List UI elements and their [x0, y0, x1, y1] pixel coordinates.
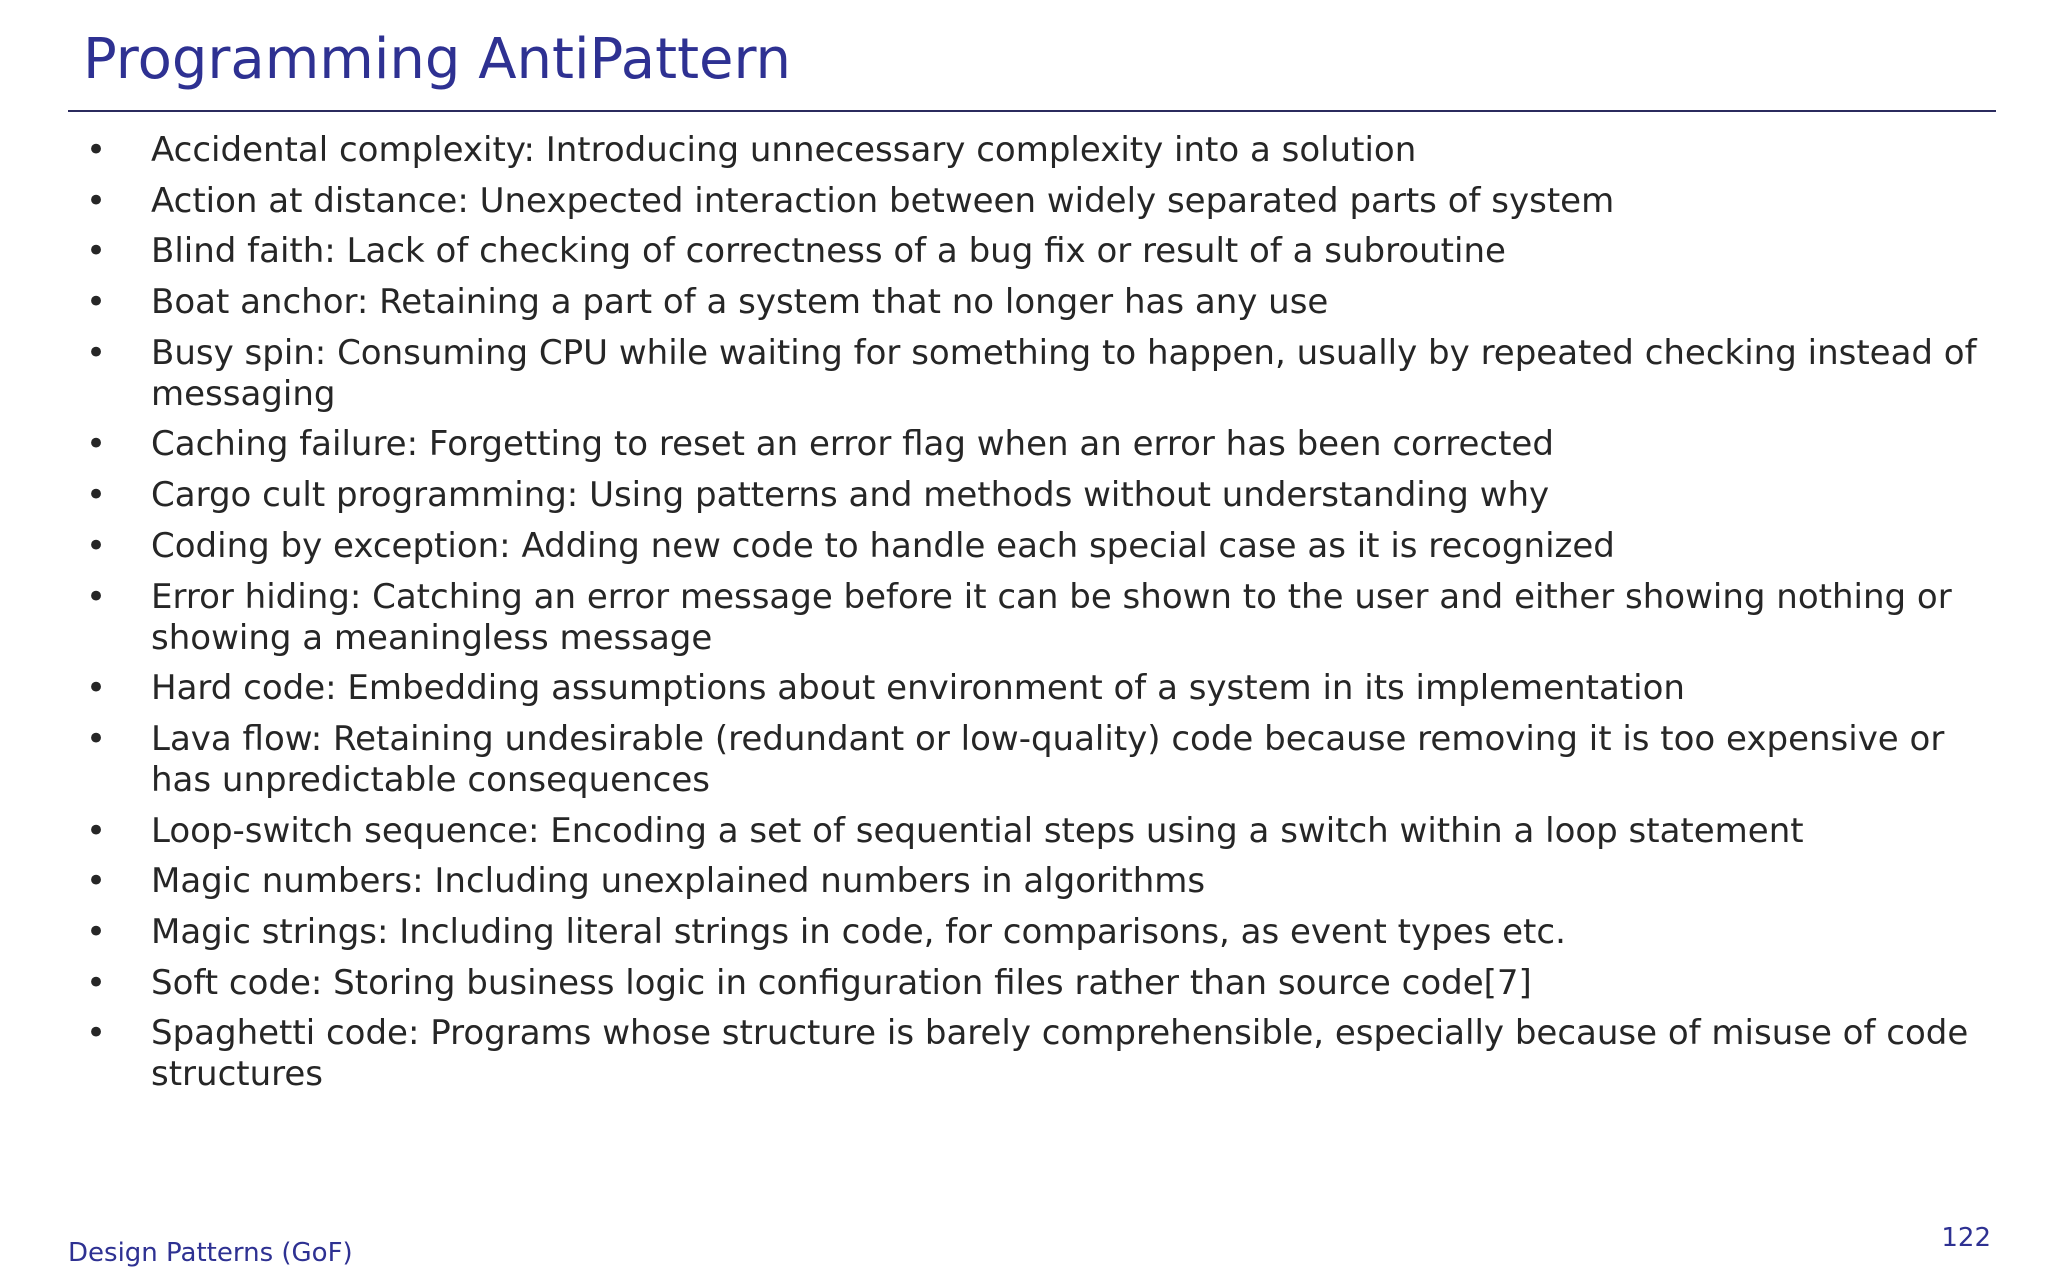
bullet-icon: • — [86, 282, 107, 323]
list-item-text: Accidental complexity: Introducing unnecessary complexity into a solution — [151, 130, 1417, 170]
list-item — [80, 719, 1980, 801]
bullet-icon: • — [86, 180, 107, 221]
list-item-text: Caching failure: Forgetting to reset an error flag when an error has been corrected — [151, 424, 1554, 465]
title-divider — [68, 110, 1996, 112]
list-item-text: Action at distance: Unexpected interaction between widely separated parts of system — [151, 180, 1615, 221]
bullet-icon: • — [86, 332, 107, 373]
list-item — [80, 963, 1980, 1004]
list-item-text: Magic numbers: Including unexplained numbers in algorithms — [151, 861, 1206, 902]
list-item — [80, 577, 1980, 659]
bullet-icon: • — [86, 576, 107, 617]
bullet-icon: • — [86, 718, 107, 759]
list-item — [80, 130, 1980, 171]
page-number: 122 — [1941, 1223, 1991, 1253]
list-item — [80, 181, 1980, 222]
bullet-icon: • — [86, 525, 107, 566]
list-item — [80, 526, 1980, 567]
list-item-text: Loop-switch sequence: Encoding a set of sequential steps using a switch within a loop statement — [151, 810, 1804, 851]
list-item — [80, 424, 1980, 465]
list-item — [80, 912, 1980, 953]
list-item — [80, 861, 1980, 902]
list-item-text: Hard code: Embedding assumptions about environment of a system in its implementation — [151, 668, 1685, 709]
list-item-text: Boat anchor: Retaining a part of a system that no longer has any use — [151, 282, 1329, 323]
footer-course-title: Design Patterns (GoF) — [68, 1238, 353, 1268]
list-item — [80, 1013, 1980, 1095]
bullet-icon: • — [86, 861, 107, 902]
bullet-icon: • — [86, 231, 107, 272]
list-item-text: Error hiding: Catching an error message before it can be shown to the user and either showing nothing or showing a meaningless message — [151, 576, 1952, 658]
list-item — [80, 811, 1980, 852]
list-item — [80, 282, 1980, 323]
list-item — [80, 333, 1980, 415]
bullet-icon: • — [86, 1013, 107, 1054]
bullet-icon: • — [86, 130, 107, 170]
list-item — [80, 668, 1980, 709]
bullet-icon: • — [86, 475, 107, 516]
list-item-text: Soft code: Storing business logic in configuration files rather than source code[7] — [151, 962, 1532, 1003]
list-item-text: Busy spin: Consuming CPU while waiting for something to happen, usually by repeated checking instead of messaging — [151, 332, 1977, 414]
bullet-icon: • — [86, 668, 107, 709]
bullet-icon: • — [86, 962, 107, 1003]
list-item — [80, 475, 1980, 516]
list-item-text: Lava flow: Retaining undesirable (redundant or low-quality) code because removing it is too expensive or has unpredictable consequences — [151, 718, 1945, 800]
slide-title: Programming AntiPattern — [83, 27, 792, 92]
list-item-text: Cargo cult programming: Using patterns and methods without understanding why — [151, 475, 1550, 516]
list-item-text: Coding by exception: Adding new code to handle each special case as it is recognized — [151, 525, 1615, 566]
list-item — [80, 231, 1980, 272]
bullet-icon: • — [86, 424, 107, 465]
list-item-text: Spaghetti code: Programs whose structure is barely comprehensible, especially because of misuse of code structures — [151, 1013, 1969, 1095]
antipattern-list — [80, 130, 1980, 1105]
list-item-text: Blind faith: Lack of checking of correctness of a bug fix or result of a subroutine — [151, 231, 1506, 272]
bullet-icon: • — [86, 911, 107, 952]
list-item-text: Magic strings: Including literal strings in code, for comparisons, as event types etc. — [151, 911, 1566, 952]
bullet-icon: • — [86, 810, 107, 851]
